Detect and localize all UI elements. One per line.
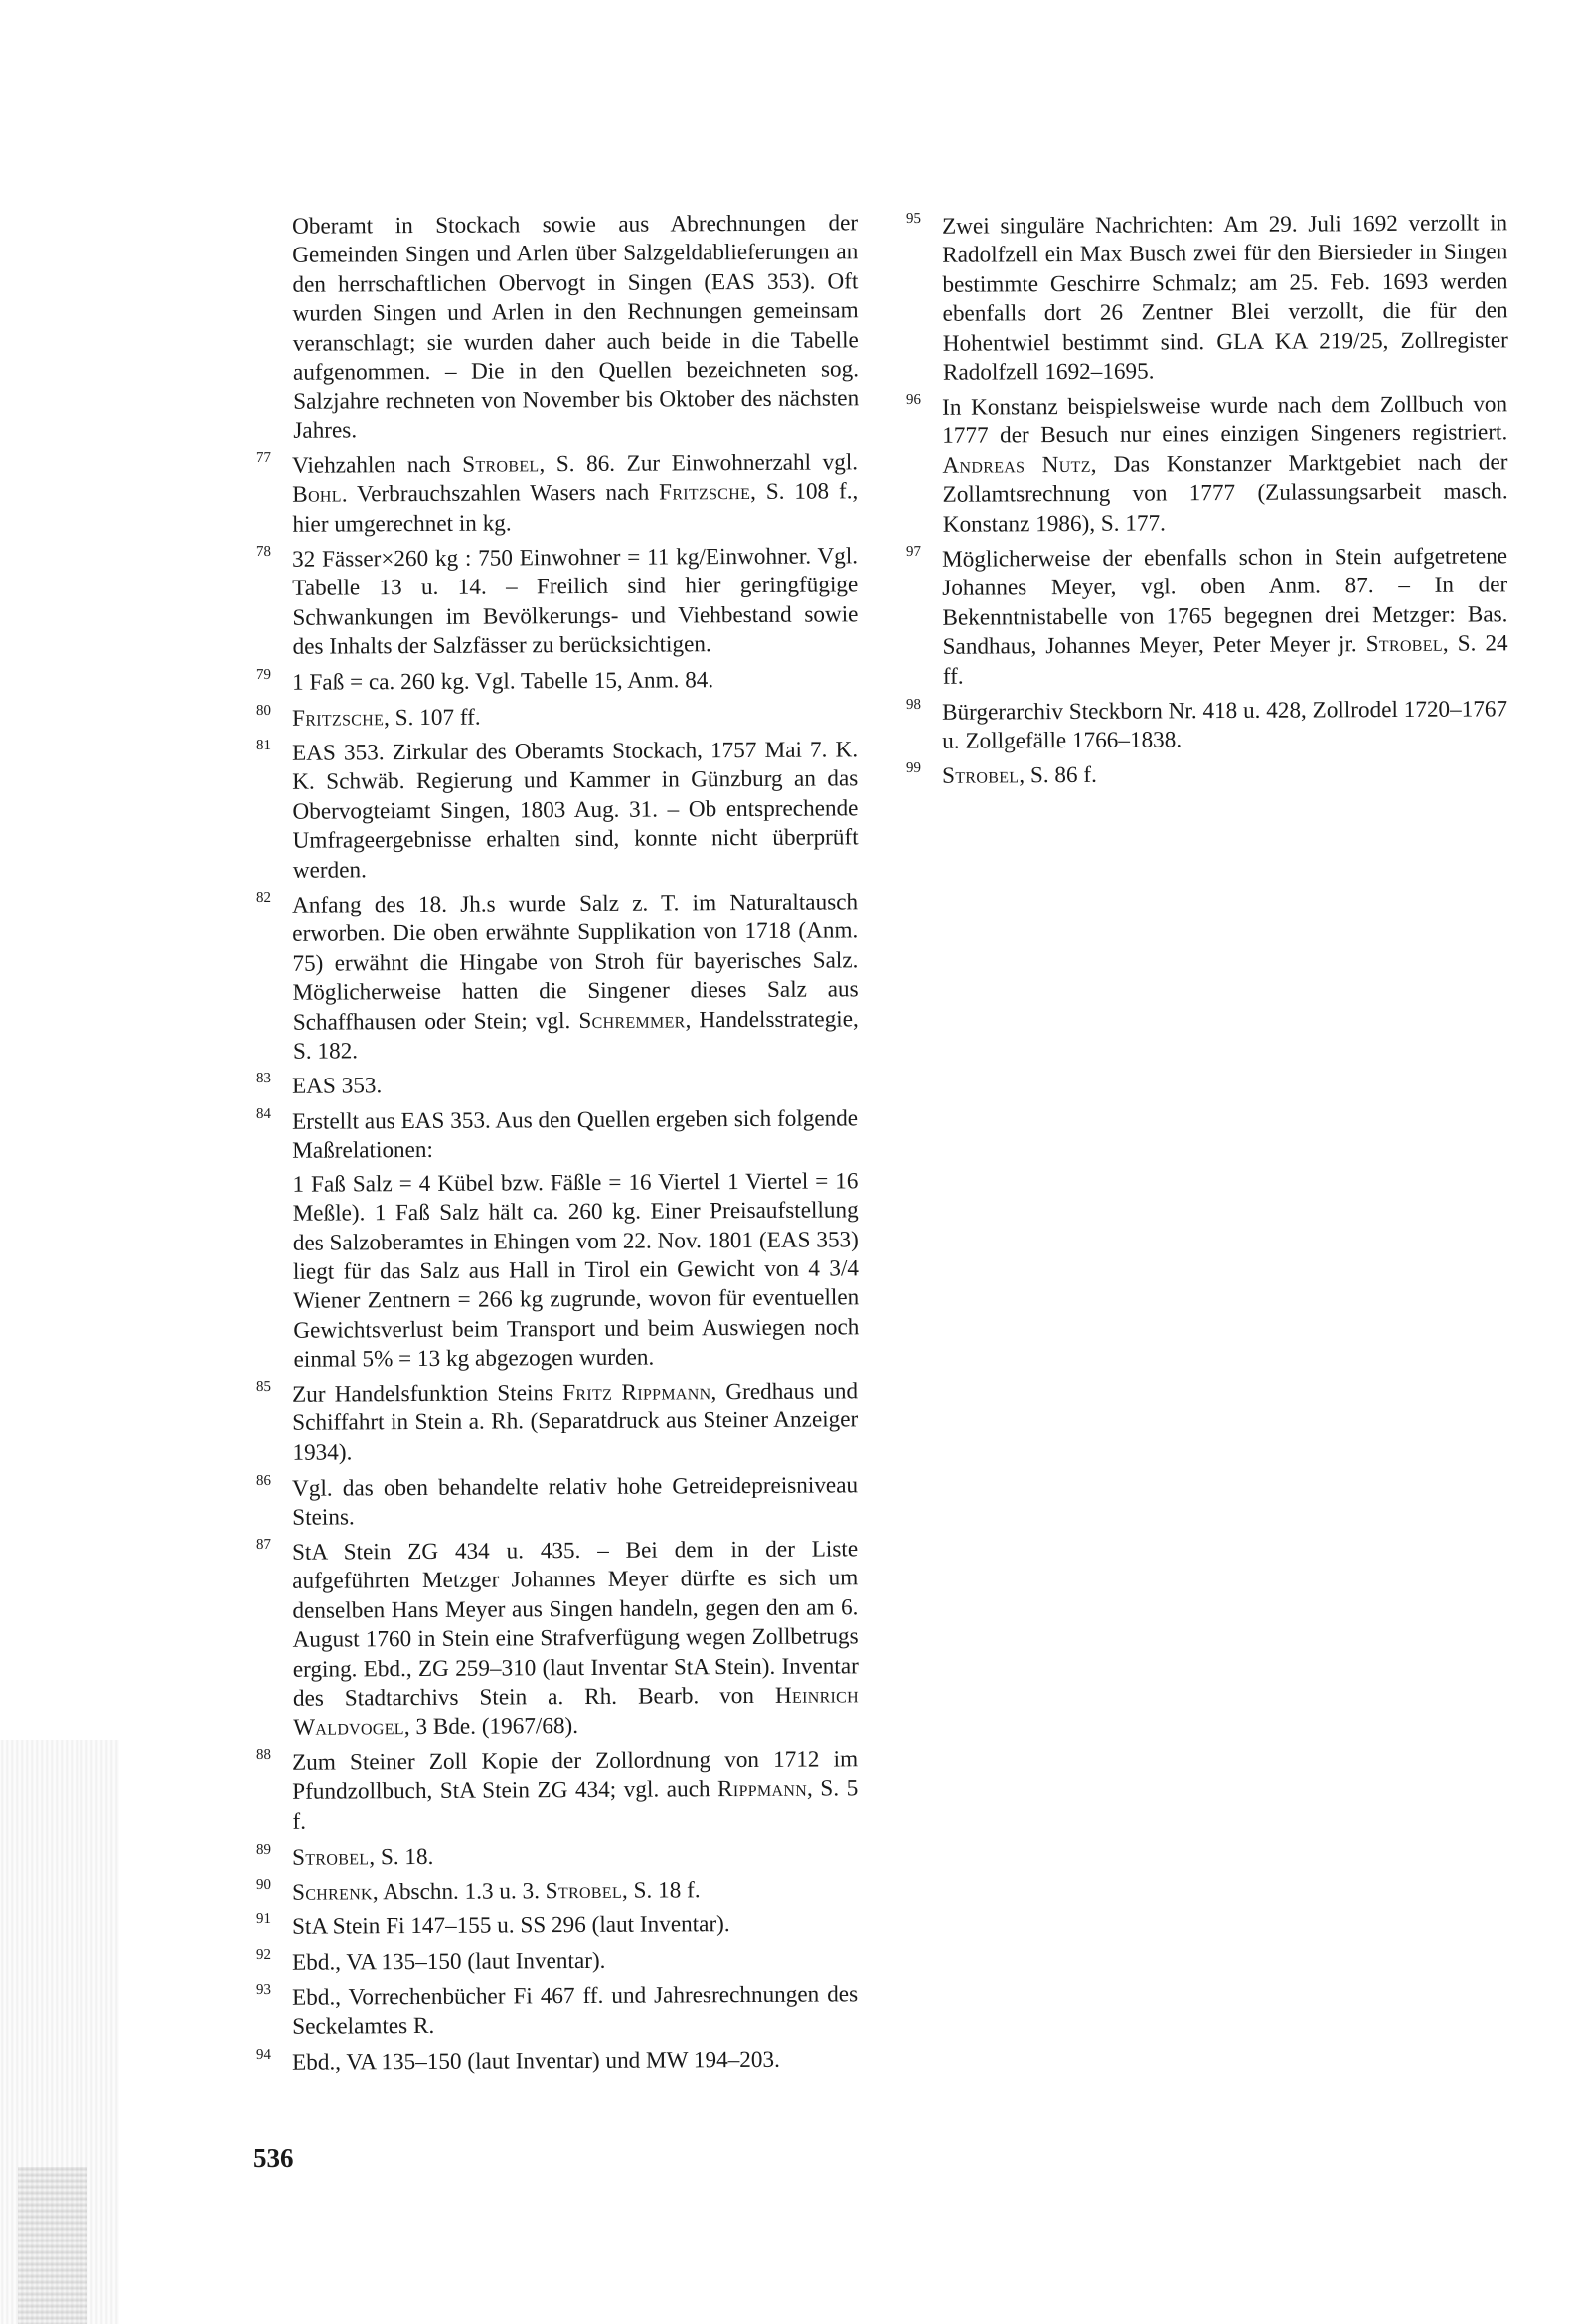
footnote-90 xyxy=(256,1875,858,1908)
footnote-number: 91 xyxy=(255,1911,272,1928)
left-footnote-column xyxy=(255,210,860,2083)
footnote-number: 99 xyxy=(905,760,922,777)
footnote-text: , S. 108 f., hier umgerechnet in kg. xyxy=(292,478,859,538)
author-name: Strobel xyxy=(292,1843,370,1871)
right-footnote-column xyxy=(905,210,1508,798)
footnote-number: 78 xyxy=(255,544,272,561)
author-name: Fritzsche xyxy=(659,479,751,507)
footnote-number: 90 xyxy=(255,1876,272,1893)
footnote-86 xyxy=(256,1471,858,1534)
footnote-91 xyxy=(256,1910,858,1943)
footnote-78 xyxy=(256,543,859,663)
footnote-text: StA Stein ZG 434 u. 435. – Bei dem in der Liste aufgeführten Metzger Johannes Meyer dürfte es sich um denselben Hans Meyer aus Singen handeln, gegen den am 6. August 1760 in Stein eine Strafverfügung wegen Zollbetrugs erging. Ebd., ZG 259–310 (laut Inventar StA Stein). Inventar des Stadtarchivs Stein a. Rh. Bearb. von xyxy=(292,1536,859,1713)
page-number: 536 xyxy=(253,2143,294,2173)
footnote-84 xyxy=(256,1104,860,1375)
footnote-text: Erstellt aus EAS 353. Aus den Quellen ergeben sich folgende Maßrelationen: xyxy=(292,1105,859,1164)
footnote-text: Viehzahlen nach xyxy=(292,451,463,480)
footnote-number: 87 xyxy=(255,1537,272,1554)
footnote-94 xyxy=(256,2045,858,2077)
footnote-text: Vgl. das oben behandelte relativ hohe Getreidepreisniveau Steins. xyxy=(292,1471,859,1531)
footnote-number: 93 xyxy=(255,1982,272,1999)
footnote-text: Zwei singuläre Nachrichten: Am 29. Juli 1692 verzollt in Radolfzell ein Max Busch zwei für den Biersieder in Singen bestimmte Geschirre Schmalz; am 25. Feb. 1693 werden ebenfalls dort 26 Zentner Blei verzollt, die für den Hohentwiel bestimmt sind. GLA KA 219/25, Zollregister Radolfzell 1692–1695. xyxy=(942,210,1508,386)
footnote-77 xyxy=(256,449,859,541)
footnote-92 xyxy=(256,1945,858,1978)
footnote-96 xyxy=(906,391,1508,541)
footnote-number: 80 xyxy=(255,702,272,719)
footnote-text: , S. 86 f. xyxy=(1019,762,1097,789)
footnote-number: 92 xyxy=(255,1946,272,1963)
footnote-number: 79 xyxy=(255,667,272,684)
footnote-89 xyxy=(256,1840,858,1873)
footnote-80 xyxy=(256,701,858,734)
footnote-text: EAS 353. xyxy=(292,1073,383,1100)
author-name: Strobel xyxy=(1365,631,1443,658)
footnote-text: , S. 86. Zur Einwohnerzahl vgl. xyxy=(539,449,859,478)
footnote-text: , Das Konstanzer Marktgebiet nach der Zollamtsrechnung von 1777 (Zulassungsarbeit masch. Konstanz 1986), S. 177. xyxy=(942,449,1508,538)
footnote-number: 94 xyxy=(255,2046,272,2063)
author-name: Bohl xyxy=(292,482,342,509)
footnote-text: , Handelsstrategie, S. 182. xyxy=(292,1005,859,1065)
footnote-text: 32 Fässer×260 kg : 750 Einwohner = 11 kg/Einwohner. Vgl. Tabelle 13 u. 14. – Freilich sind hier geringfügige Schwankungen im Bevölkerungs- und Viehbestand sowie des Inhalts der Salzfässer zu berücksichtigen. xyxy=(292,543,859,661)
footnote-93 xyxy=(256,1980,858,2043)
footnote-number: 95 xyxy=(905,210,922,227)
footnote-98 xyxy=(906,695,1507,757)
footnote-number: 85 xyxy=(255,1379,272,1396)
footnote-number: 98 xyxy=(905,696,922,713)
footnote-text: . Verbrauchszahlen Wasers nach xyxy=(341,480,660,509)
author-name: Andreas Nutz xyxy=(942,452,1091,480)
footnote-text: , Abschn. 1.3 u. 3. xyxy=(372,1878,546,1906)
footnote-number: 82 xyxy=(255,889,272,906)
footnote-number: 84 xyxy=(255,1105,272,1122)
author-name: Schremmer xyxy=(578,1006,686,1034)
footnote-82 xyxy=(256,888,859,1067)
footnote-text: Anfang des 18. Jh.s wurde Salz z. T. im Naturaltausch erworben. Die oben erwähnte Supplikation von 1718 (Anm. 75) erwähnt die Hingabe von Stroh für bayerisches Salz. Möglicherweise hatten die Singener dieses Salz aus Schaffhausen oder Stein; vgl. xyxy=(292,889,859,1036)
footnote-text: Ebd., VA 135–150 (laut Inventar) und MW 194–203. xyxy=(292,2046,780,2075)
footnote-text: Bürgerarchiv Steckborn Nr. 418 u. 428, Zollrodel 1720–1767 u. Zollgefälle 1766–1838. xyxy=(942,695,1508,754)
footnote-text: StA Stein Fi 147–155 u. SS 296 (laut Inventar). xyxy=(292,1911,730,1941)
continuation-text: Oberamt in Stockach sowie aus Abrechnungen der Gemeinden Singen und Arlen über Salzgeldablieferungen an den herrschaftlichen Obervogt in Singen (EAS 353). Oft wurden Singen und Arlen in den Rechnungen gemeinsam veranschlagt; sie wurden daher auch beide in die Tabelle aufgenommen. – Die in den Quellen bezeichneten sog. Salzjahre rechneten von November bis Oktober des nächsten Jahres. xyxy=(292,210,860,444)
footnote-text: , S. 107 ff. xyxy=(384,704,481,731)
footnote-text: , S. 5 f. xyxy=(292,1776,859,1835)
footnote-85 xyxy=(256,1378,859,1469)
footnote-text: , S. 18 f. xyxy=(621,1877,701,1904)
author-name: Fritz Rippmann xyxy=(562,1379,711,1407)
footnote-number: 83 xyxy=(255,1071,272,1087)
footnote-88 xyxy=(256,1746,859,1838)
footnote-text: Ebd., Vorrechenbücher Fi 467 ff. und Jahresrechnungen des Seckelamtes R. xyxy=(292,1981,859,2041)
footnote-text: Zur Handelsfunktion Steins xyxy=(292,1380,563,1409)
author-name: Strobel xyxy=(545,1877,623,1905)
scan-shadow-corner xyxy=(18,2167,87,2324)
footnote-99 xyxy=(906,759,1507,792)
footnote-text: Möglicherweise der ebenfalls schon in Stein aufgetretene Johannes Meyer, vgl. oben Anm. 87. – In der Bekenntnistabelle von 1765 begegnen drei Metzger: Bas. Sandhaus, Johannes Meyer, Peter Meyer jr. xyxy=(942,543,1508,661)
author-name: Strobel xyxy=(942,762,1020,790)
footnote-number: 97 xyxy=(905,544,922,561)
author-name: Schrenk xyxy=(292,1879,373,1906)
author-name: Strobel xyxy=(462,451,540,478)
footnote-text: , 3 Bde. (1967/68). xyxy=(403,1713,579,1742)
footnote-79 xyxy=(256,665,858,698)
footnote-97 xyxy=(906,543,1508,693)
footnote-number: 77 xyxy=(255,450,272,467)
footnote-95 xyxy=(906,209,1508,388)
footnote-number: 89 xyxy=(255,1841,272,1858)
footnote-text: Zum Steiner Zoll Kopie der Zollordnung von 1712 im Pfundzollbuch, StA Stein ZG 434; vgl. auch xyxy=(292,1746,859,1806)
footnote-text: EAS 353. Zirkular des Oberamts Stockach, 1757 Mai 7. K. K. Schwäb. Regierung und Kammer in Günzburg an das Obervogteiamt Singen, 1803 Aug. 31. – Ob entsprechende Umfrageergebnisse erhalten sind, konnte nicht überprüft werden. xyxy=(292,737,859,884)
author-name: Rippmann xyxy=(717,1776,808,1803)
footnote-87 xyxy=(256,1536,859,1744)
footnote-76-continuation xyxy=(256,209,859,446)
footnote-number: 96 xyxy=(905,392,922,409)
author-name: Fritzsche xyxy=(292,704,385,732)
footnote-number: 88 xyxy=(255,1747,272,1764)
footnote-text: , S. 24 ff. xyxy=(942,630,1508,690)
footnote-number: 86 xyxy=(255,1472,272,1489)
footnote-subparagraph: 1 Faß Salz = 4 Kübel bzw. Fäßle = 16 Viertel 1 Viertel = 16 Meßle). 1 Faß Salz hält ca. 260 kg. Einer Preisaufstellung des Salzoberamtes in Ehingen vom 22. Nov. 1801 (EAS 353) liegt für das Salz aus Hall in Tirol ein Gewicht von 4 3/4 Wiener Zentnern = 266 kg zugrunde, wovon für eventuellen Gewichtsverlust beim Transport und beim Auswiegen noch einmal 5% = 13 kg abgezogen wurden. xyxy=(292,1167,860,1373)
footnote-text: Ebd., VA 135–150 (laut Inventar). xyxy=(292,1947,606,1976)
author-name: Heinrich Waldvogel xyxy=(293,1682,860,1742)
footnote-text: , S. 18. xyxy=(369,1843,434,1870)
footnote-text: , Gredhaus und Schiffahrt in Stein a. Rh. (Separatdruck aus Steiner Anzeiger 1934). xyxy=(292,1378,859,1467)
footnote-81 xyxy=(256,736,859,886)
footnote-number: 81 xyxy=(255,737,272,753)
footnote-text: 1 Faß = ca. 260 kg. Vgl. Tabelle 15, Anm. 84. xyxy=(292,667,714,696)
footnote-text: In Konstanz beispielsweise wurde nach dem Zollbuch von 1777 der Besuch nur eines einzigen Singeners registriert. xyxy=(942,391,1508,450)
footnote-83 xyxy=(256,1070,858,1102)
